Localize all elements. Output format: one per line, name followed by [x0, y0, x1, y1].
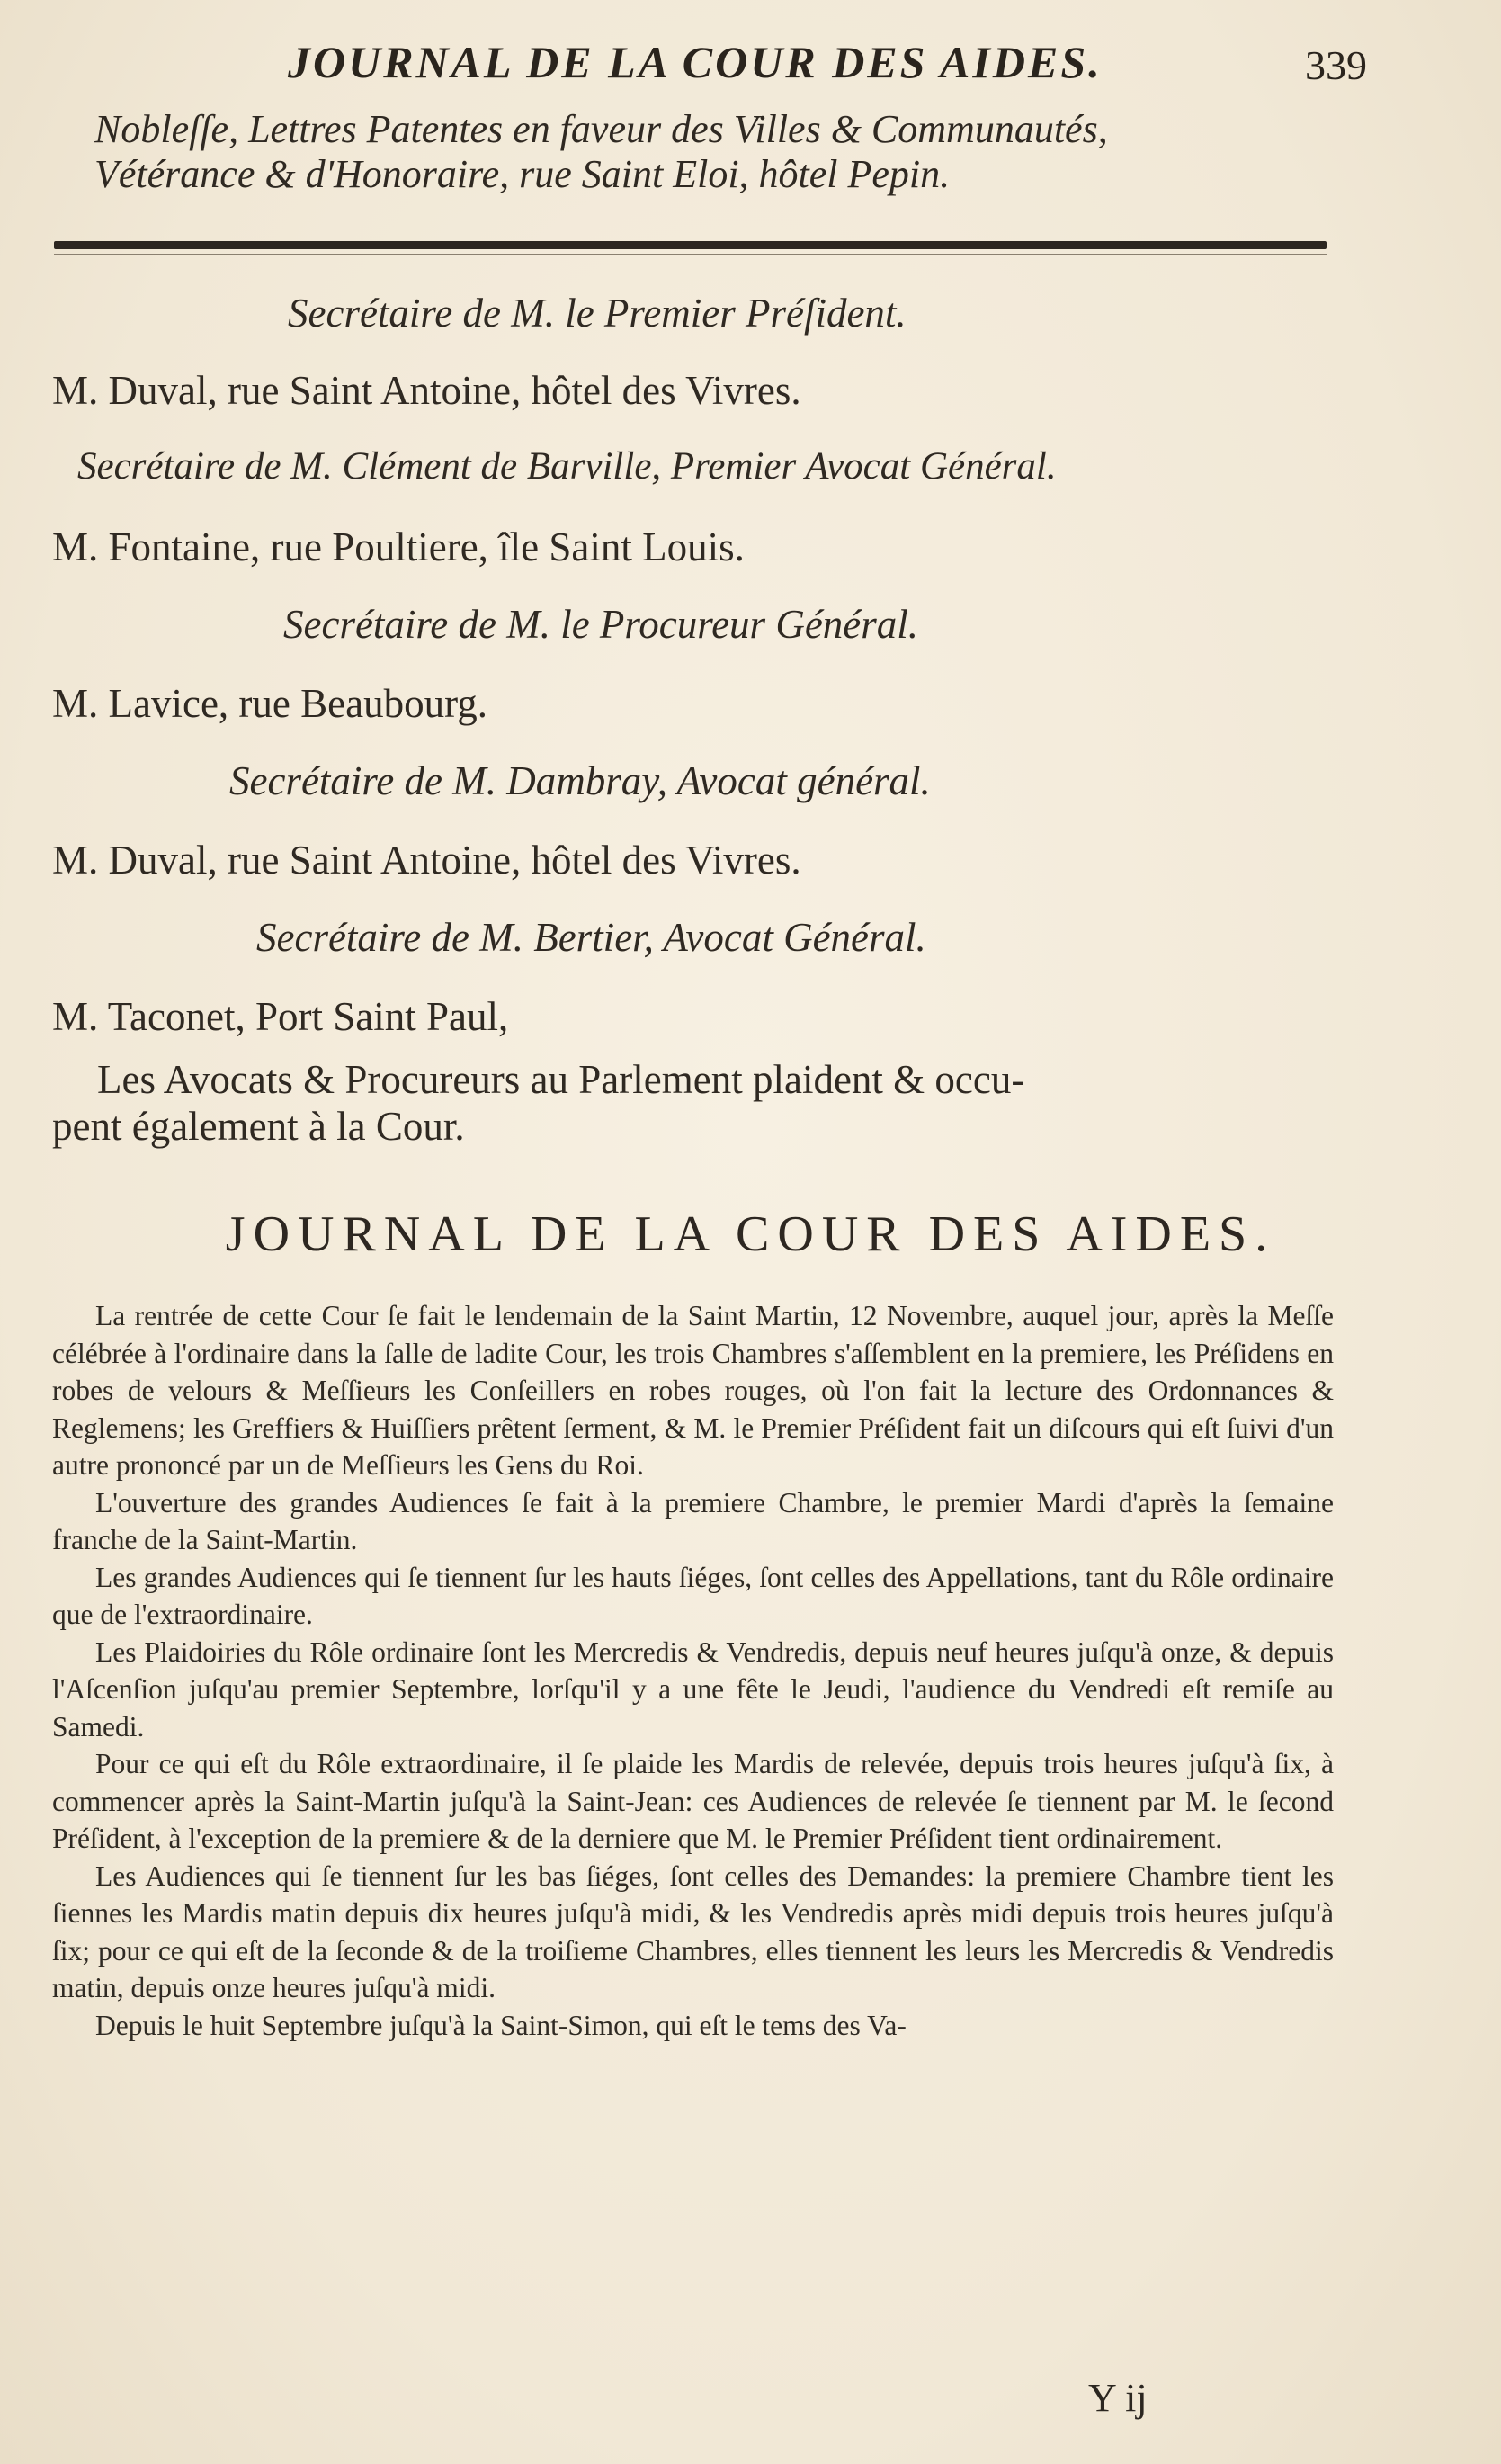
running-title: JOURNAL DE LA COUR DES AIDES.	[288, 37, 1103, 87]
secretary-entry-1: M. Duval, rue Saint Antoine, hôtel des Vivres.	[52, 368, 801, 413]
paragraph: Les Audiences qui ſe tiennent ſur les bas ſiéges, ſont celles des Demandes: la premiere Chambre tient les ſiennes les Mardis matin depuis dix heures juſqu'à midi, & les Vendredis après midi depuis trois heures juſqu'à ſix; pour ce qui eſt de la ſeconde & de la troiſieme Chambres, elles tiennent les leurs les Mercredis & Vendredis matin, depuis onze heures juſqu'à midi.	[52, 1859, 1334, 2003]
divider-rule	[54, 241, 1327, 249]
page-header	[288, 36, 1367, 90]
avocats-line-1: Les Avocats & Procureurs au Parlement plaident & occu-	[97, 1057, 1025, 1102]
secretary-entry-4: M. Duval, rue Saint Antoine, hôtel des Vivres.	[52, 838, 801, 883]
paragraph: Les Plaidoiries du Rôle ordinaire ſont les Mercredis & Vendredis, depuis neuf heures juſqu'à onze, & depuis l'Aſcenſion juſqu'au premier Septembre, lorſqu'il y a une fête le Jeudi, l'audience du Vendredi eſt remiſe au Samedi.	[52, 1635, 1334, 1743]
secretary-title-4: Secrétaire de M. Dambray, Avocat général.	[229, 758, 931, 803]
secretary-entry-3: M. Lavice, rue Beaubourg.	[52, 681, 488, 726]
signature-mark: Y ij	[1088, 2376, 1148, 2420]
secretary-title-1: Secrétaire de M. le Premier Préſident.	[288, 291, 907, 336]
divider-rule-thin	[54, 254, 1327, 255]
intro-line-2: Vétérance & d'Honoraire, rue Saint Eloi, hôtel Pepin.	[94, 152, 951, 196]
paragraph: Les grandes Audiences qui ſe tiennent ſur les hauts ſiéges, ſont celles des Appellations, tant du Rôle ordinaire que de l'extraordinaire.	[52, 1561, 1334, 1630]
secretary-entry-2: M. Fontaine, rue Poultiere, île Saint Louis.	[52, 524, 745, 569]
page-number: 339	[1305, 42, 1367, 88]
secretary-title-5: Secrétaire de M. Bertier, Avocat Général.	[256, 915, 926, 960]
intro-line-1: Nobleſſe, Lettres Patentes en faveur des Villes & Communautés,	[94, 107, 1108, 151]
paragraph: Pour ce qui eſt du Rôle extraordinaire, il ſe plaide les Mardis de relevée, depuis trois heures juſqu'à ſix, à commencer après la Saint-Martin juſqu'à la Saint-Jean: ces Audiences de relevée ſe tiennent par M. le ſecond Préſident, à l'exception de la premiere & de la derniere que M. le Premier Préſident tient ordinairement.	[52, 1748, 1334, 1854]
paragraph: Depuis le huit Septembre juſqu'à la Saint-Simon, qui eſt le tems des Va-	[95, 2009, 907, 2041]
paragraph: L'ouverture des grandes Audiences ſe fait à la premiere Chambre, le premier Mardi d'après la ſemaine franche de la Saint-Martin.	[52, 1486, 1334, 1555]
secretary-title-3: Secrétaire de M. le Procureur Général.	[283, 602, 919, 647]
avocats-line-2: pent également à la Cour.	[52, 1104, 465, 1149]
paragraph: La rentrée de cette Cour ſe fait le lendemain de la Saint Martin, 12 Novembre, auquel jour, après la Meſſe célébrée à l'ordinaire dans la ſalle de ladite Cour, les trois Chambres s'aſſemblent en la premiere, les Préſidens en robes de velours & Meſſieurs les Conſeillers en robes rouges, où l'on fait la lecture des Ordonnances & Reglemens; les Greffiers & Huiſſiers prêtent ſerment, & M. le Premier Préſident fait un diſcours qui eſt ſuivi d'un autre prononcé par un de Meſſieurs les Gens du Roi.	[52, 1300, 1334, 1481]
secretary-title-2: Secrétaire de M. Clément de Barville, Premier Avocat Général.	[77, 445, 1057, 488]
secretary-entry-5: M. Taconet, Port Saint Paul,	[52, 994, 509, 1039]
section-heading: JOURNAL DE LA COUR DES AIDES.	[225, 1206, 1276, 1262]
body-text	[52, 1297, 1334, 2044]
